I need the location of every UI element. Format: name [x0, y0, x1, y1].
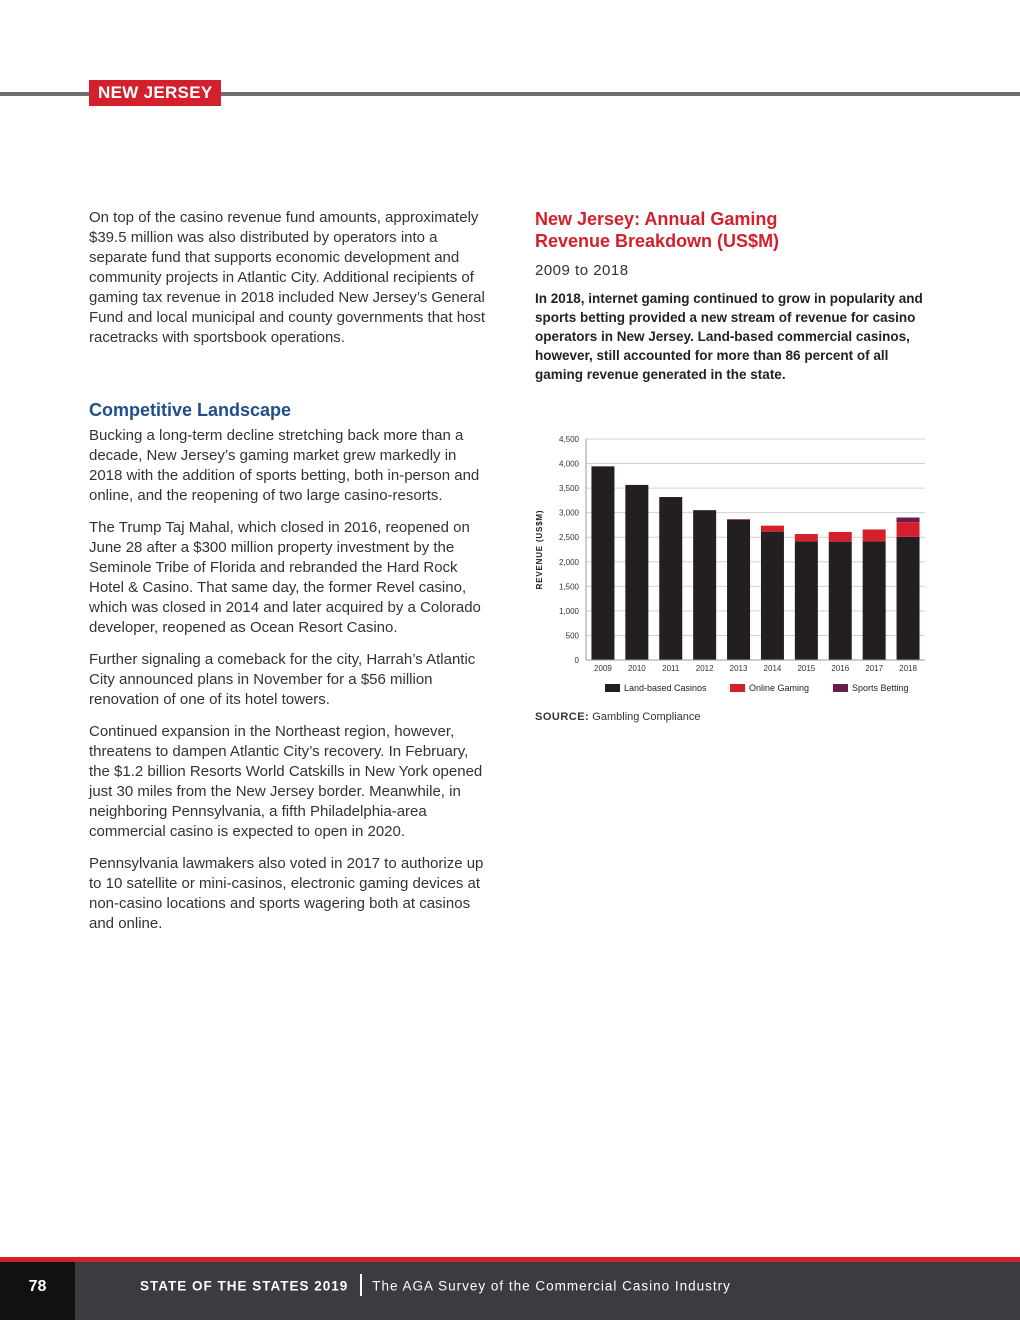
x-tick-label: 2015	[797, 664, 816, 673]
y-axis-title: REVENUE (US$M)	[535, 509, 544, 590]
bar-segment	[897, 518, 920, 523]
x-tick-label: 2012	[695, 664, 714, 673]
legend-label: Sports Betting	[852, 683, 909, 693]
bar-segment	[761, 532, 784, 660]
revenue-chart	[530, 430, 930, 702]
legend-label: Online Gaming	[749, 683, 810, 693]
y-tick-label: 1,500	[558, 582, 579, 592]
y-tick-label: 2,000	[558, 557, 579, 567]
y-tick-label: 500	[565, 631, 579, 641]
chart-subtitle: 2009 to 2018	[535, 262, 629, 279]
x-tick-label: 2010	[627, 664, 646, 673]
footer-subtitle: The AGA Survey of the Commercial Casino Industry	[372, 1278, 731, 1294]
y-tick-label: 3,000	[558, 508, 579, 518]
legend-swatch	[605, 684, 620, 692]
y-tick-label: 1,000	[558, 606, 579, 616]
left-column	[89, 208, 489, 946]
x-tick-label: 2009	[594, 664, 612, 673]
chart-title-line1: New Jersey: Annual Gaming	[535, 209, 778, 229]
x-tick-label: 2014	[763, 664, 782, 673]
bar-segment	[659, 497, 682, 660]
y-tick-label: 4,000	[558, 459, 579, 469]
x-tick-label: 2017	[865, 664, 884, 673]
body-paragraph: Further signaling a comeback for the city, Harrah’s Atlantic City announced plans in November for a $56 million renovation of one of its hotel towers.	[89, 651, 476, 708]
bar-segment	[863, 529, 886, 541]
footer-separator	[360, 1274, 362, 1296]
source-label: SOURCE:	[535, 711, 590, 723]
y-tick-label: 3,500	[558, 484, 579, 494]
bar-segment	[625, 485, 648, 660]
y-tick-label: 0	[574, 656, 579, 665]
chart-title	[535, 208, 930, 252]
y-tick-label: 2,500	[558, 533, 579, 543]
chart-title-line2: Revenue Breakdown (US$M)	[535, 231, 780, 251]
chart-description: In 2018, internet gaming continued to grow in popularity and sports betting provided a new stream of revenue for casino operators in New Jersey. Land-based commercial casinos, however, still accounted for more than 86 percent of all gaming revenue generated in the state.	[535, 291, 923, 382]
legend-swatch	[730, 684, 745, 692]
bar-segment	[761, 526, 784, 532]
body-paragraph: The Trump Taj Mahal, which closed in 2016, reopened on June 28 after a $300 million property investment by the Seminole Tribe of Florida and rebranded the Hard Rock Hotel & Casino. That same day, the former Revel casino, which was closed in 2014 and later acquired by a Colorado developer, reopened as Ocean Resort Casino.	[89, 519, 481, 636]
body-paragraph: Continued expansion in the Northeast region, however, threatens to dampen Atlantic City’s recovery. In February, the $1.2 billion Resorts World Catskills in New York opened just 30 miles from the New Jersey border. Meanwhile, in neighboring Pennsylvania, a fifth Philadelphia-area commercial casino is expected to open in 2020.	[89, 723, 483, 840]
section-heading: Competitive Landscape	[89, 400, 292, 420]
footer-text	[140, 1276, 731, 1298]
bar-segment	[795, 534, 818, 541]
right-column	[535, 208, 930, 384]
bar-segment	[591, 466, 614, 660]
footer-publication: STATE OF THE STATES 2019	[140, 1278, 349, 1294]
page-number: 78	[0, 1262, 75, 1320]
state-tag: NEW JERSEY	[89, 80, 221, 106]
bar-segment	[795, 541, 818, 660]
body-paragraph: Pennsylvania lawmakers also voted in 2017 to authorize up to 10 satellite or mini-casinos, electronic gaming devices at non-casino locations and sports wagering both at casinos and online.	[89, 855, 484, 932]
x-tick-label: 2018	[899, 664, 917, 673]
bar-segment	[863, 542, 886, 660]
bar-segment	[897, 522, 920, 537]
bar-segment	[829, 542, 852, 660]
bar-segment	[693, 510, 716, 660]
bar-segment	[829, 532, 852, 542]
legend-label: Land-based Casinos	[624, 683, 707, 693]
bar-segment	[897, 537, 920, 660]
body-paragraph: Bucking a long-term decline stretching back more than a decade, New Jersey’s gaming market grew markedly in 2018 with the addition of sports betting, both in-person and online, and the reopening of two large casino-resorts.	[89, 427, 480, 504]
intro-paragraph: On top of the casino revenue fund amounts, approximately $39.5 million was also distributed by operators into a separate fund that supports economic development and community projects in Atlantic City. Additional recipients of gaming tax revenue in 2018 included New Jersey’s General Fund and local municipal and county governments that host racetracks with sportsbook operations.	[89, 209, 486, 346]
source-text: Gambling Compliance	[592, 711, 701, 723]
x-tick-label: 2011	[662, 664, 680, 673]
source-note	[535, 711, 701, 723]
x-tick-label: 2013	[729, 664, 748, 673]
bar-segment	[727, 520, 750, 660]
y-tick-label: 4,500	[558, 435, 579, 444]
x-tick-label: 2016	[831, 664, 850, 673]
legend-swatch	[833, 684, 848, 692]
